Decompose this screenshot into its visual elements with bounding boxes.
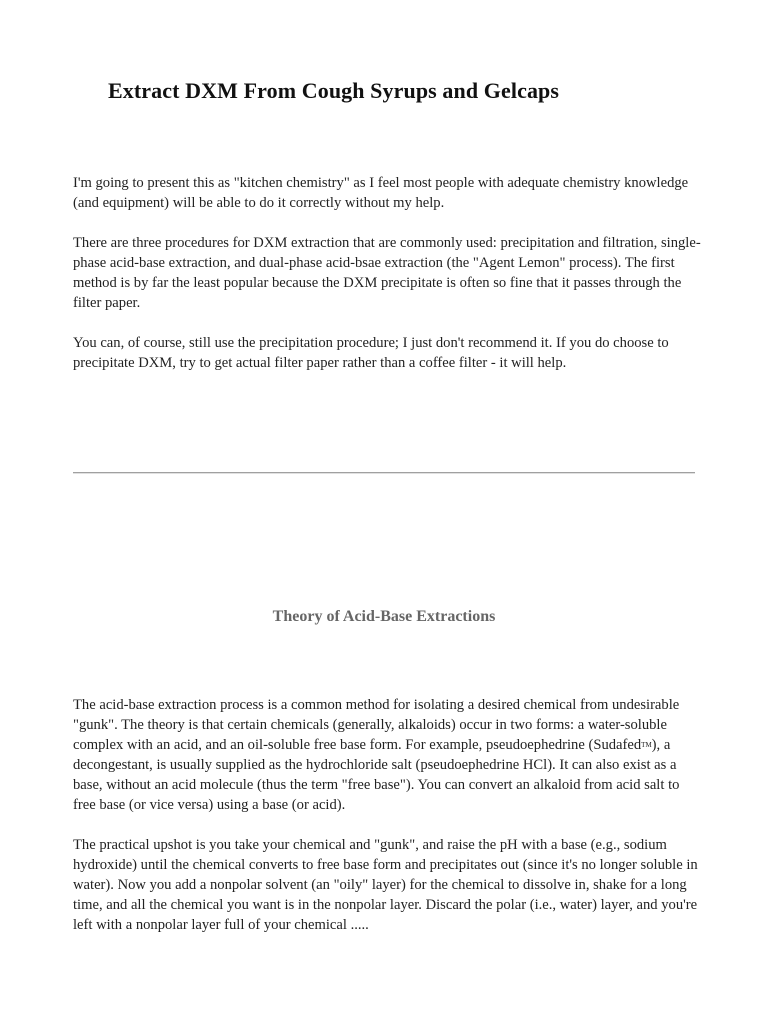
trademark-mark: TM: [641, 741, 652, 749]
horizontal-divider: [73, 472, 695, 474]
intro-paragraph-1: I'm going to present this as "kitchen chemistry" as I feel most people with adequate chemistry knowledge (and equipment) will be able to do it correctly without my help.: [73, 175, 689, 211]
section-paragraph-2: The practical upshot is you take your chemical and "gunk", and raise the pH with a base (e.g., sodium hydroxide) until the chemical converts to free base form and precipitates out (since it's no longer soluble in water). Now you add a nonpolar solvent (an "oily" layer) for the chemical to dissolve in, shake for a long time, and all the chemical you want is in the nonpolar layer. Discard the polar (i.e., water) layer, and you're left with a nonpolar layer full of your chemical .....: [73, 837, 698, 933]
intro-paragraph-3: You can, of course, still use the precipitation procedure; I just don't recommend it. If you do choose to precipitate DXM, try to get actual filter paper rather than a coffee filter - it will help.: [73, 335, 669, 371]
document-title: Extract DXM From Cough Syrups and Gelcaps: [108, 78, 560, 103]
section-paragraph-1-text-a: The acid-base extraction process is a common method for isolating a desired chemical from undesirable "gunk". The theory is that certain chemicals (generally, alkaloids) occur in two forms: a water-soluble complex with an acid, and an oil-soluble free base form. For example, pseudoephedrine (Sudafed: [73, 697, 680, 753]
section-paragraph-1-text-b: ), a decongestant, is usually supplied as the hydrochloride salt (pseudoephedrine HCl). It can also exist as a base, without an acid molecule (thus the term "free base"). You can convert an alkaloid from acid salt to free base (or vice versa) using a base (or acid).: [73, 737, 680, 813]
section-paragraph-1: [73, 695, 703, 815]
section-heading: Theory of Acid-Base Extractions: [272, 608, 496, 625]
intro-paragraph-2: There are three procedures for DXM extraction that are commonly used: precipitation and filtration, single-phase acid-base extraction, and dual-phase acid-bsae extraction (the "Agent Lemon" process). The first method is by far the least popular because the DXM precipitate is often so fine that it passes through the filter paper.: [73, 235, 701, 311]
